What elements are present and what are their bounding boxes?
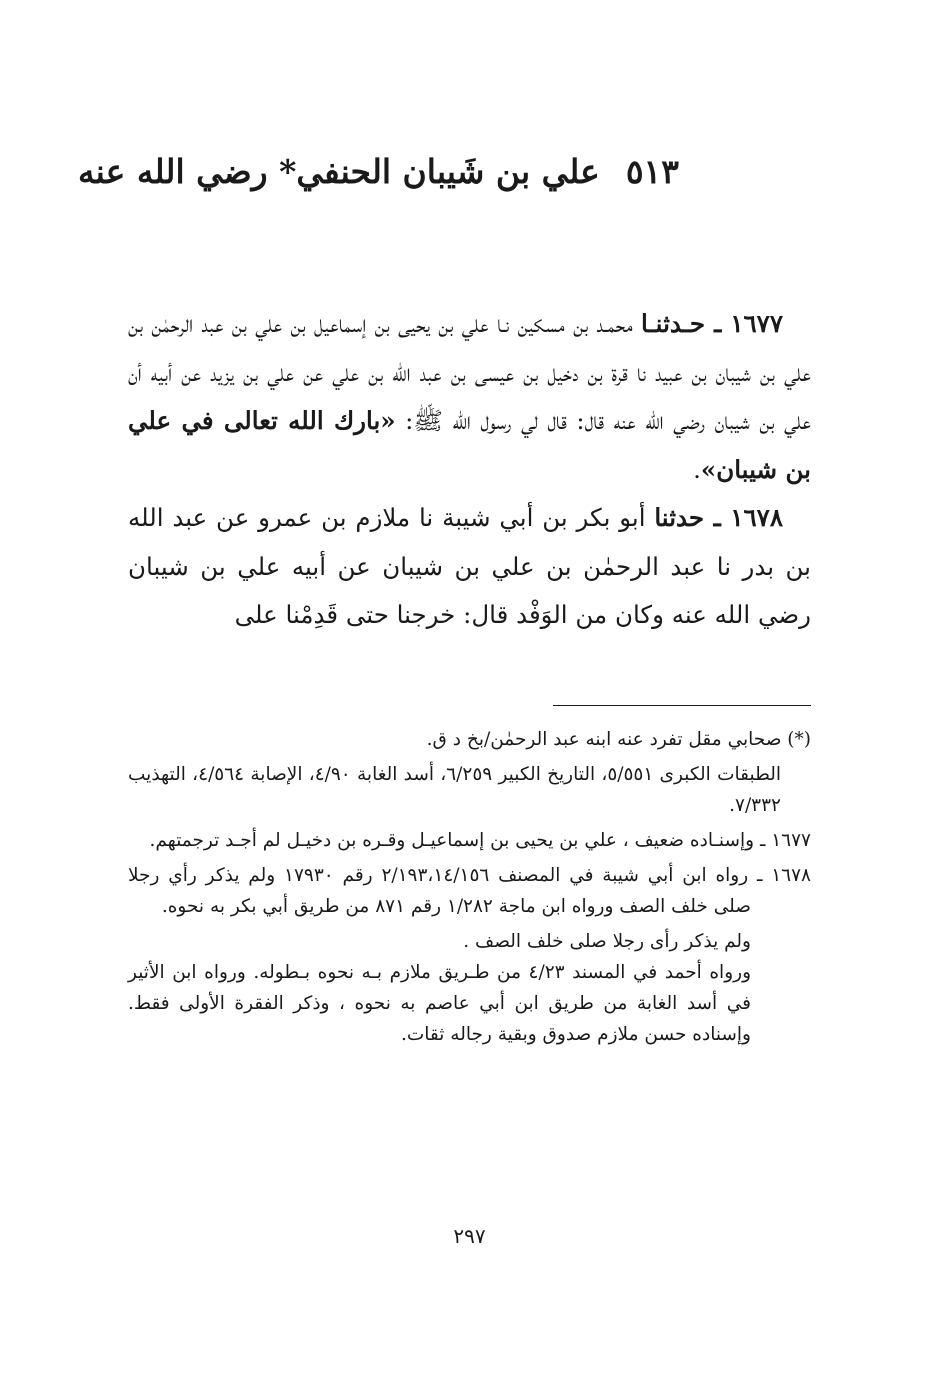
hadith-text-1677: محمـد بن مسكين نـا علي بن يحيى بن إسماعيل بن علي بن عبد الرحمٰن بن علي بن شيبان بن عبيد نا قرة بن دخيل بن عيسى بن عبد الله بن علي عن علي بن يزيد عن أبيه أن علي بن شيبان رضي الله عنه قال: قال لي رسول الله ﷺ: — [128, 309, 811, 435]
chapter-name: علي بن شَيبان الحنفي — [296, 152, 600, 191]
main-text — [128, 300, 811, 640]
footnote-text-1677: وإسنـاده ضعيف ، علي بن يحيى بن إسماعيـل وقـره بن دخيـل لم أجـد ترجمتهم. — [149, 830, 755, 851]
hadith-text-1678: أبو بكر بن أبي شيبة نا ملازم بن عمرو عن عبد الله بن بدر نا عبد الرحمٰن بن علي بن شيبان عن أبيه علي بن شيبان رضي الله عنه وكان من الوَفْد قال: خرجنا حتى قَدِمْنا على — [128, 503, 811, 629]
hadith-quote-1677: «بارك الله تعالى في علي بن شيبان» — [128, 406, 811, 484]
footnote-label-1677: ١٦٧٧ ـ — [759, 830, 811, 851]
hadith-label-1677: ١٦٧٧ ـ حـدثنـا — [641, 309, 783, 338]
footnotes — [128, 724, 811, 1050]
hadith-1678 — [128, 494, 811, 640]
footnote-1678-note: ولم يذكر رأى رجلا صلى خلف الصف . — [463, 931, 751, 952]
hadith-end-1677: . — [693, 454, 701, 484]
footnote-1678 — [128, 860, 811, 922]
footnote-1677 — [128, 825, 811, 856]
footnote-1678-ahmad: ورواه أحمد في المسند ٤/٢٣ من طـريق ملازم بـه نحوه بـطوله. ورواه ابن الأثير في أسد الغابة من طريق ابن أبي عاصم به نحوه ، وذكر الفقرة الأولى فقط. وإسناده حسن ملازم صدوق وبقية رجاله ثقات. — [128, 962, 751, 1045]
footnote-label-1678: ١٦٧٨ ـ — [756, 865, 811, 886]
footnote-divider — [553, 705, 811, 706]
footnote-text-1678: رواه ابن أبي شيبة في المصنف ٢/١٩٣،١٤/١٥٦ رقم ١٧٩٣٠ ولم يذكر رأي رجلا صلى خلف الصف ورواه ابن ماجة ١/٢٨٢ رقم ٨٧١ من طريق أبي بكر به نحوه. — [128, 865, 751, 917]
chapter-number: ٥١٣ — [625, 152, 679, 191]
footnote-star: (*) صحابي مقل تفرد عنه ابنه عبد الرحمٰن/بخ د ق. — [426, 729, 811, 750]
footnote-sources: الطبقات الكبرى ٥/٥٥١، التاريخ الكبير ٦/٢٥٩، أسد الغابة ٤/٩٠، الإصابة ٤/٥٦٤، التهذيب ٧/٣٣٢. — [128, 764, 782, 816]
footnote-marker: * — [279, 152, 297, 191]
chapter-heading — [77, 150, 679, 194]
page-number: ٢٩٧ — [453, 1224, 486, 1248]
chapter-honorific: رضي الله عنه — [77, 152, 268, 191]
hadith-label-1678: ١٦٧٨ ـ حدثنا — [654, 503, 783, 532]
hadith-1677 — [128, 300, 811, 494]
